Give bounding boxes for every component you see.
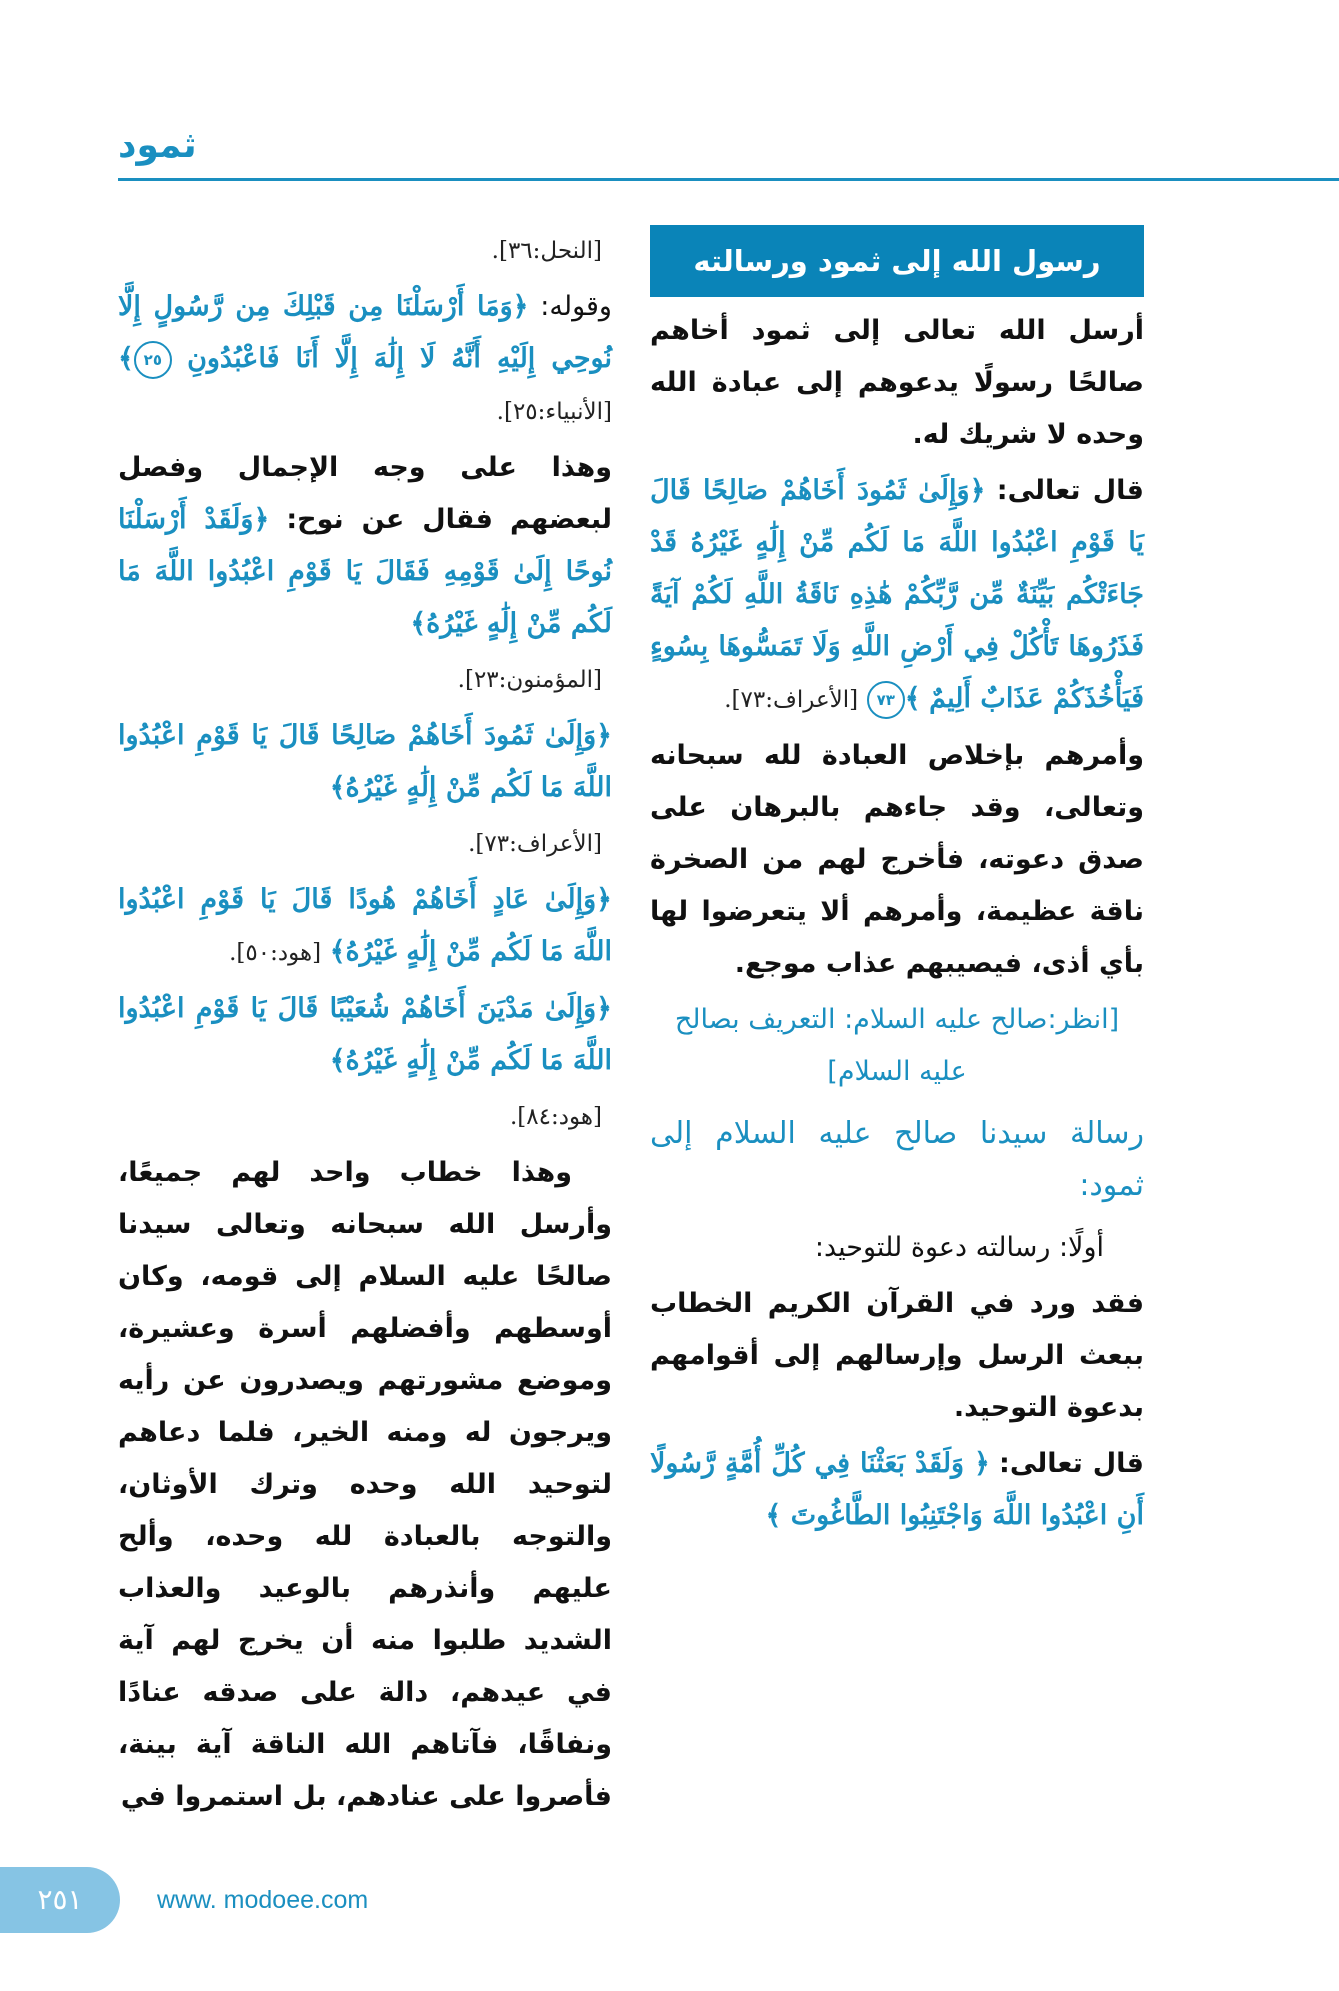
paragraph-tawhid: فقد ورد في القرآن الكريم الخطاب ببعث الرسل وإرسالهم إلى أقوامهم بدعوة التوحيد. [650,1288,1144,1423]
quote-intro: وقوله: [540,291,612,322]
quote-block-araf [650,465,1144,726]
intro-paragraph: أرسل الله تعالى إلى ثمود أخاهم صالحًا رسولًا يدعوهم إلى عبادة الله وحده لا شريك له. [650,315,1144,450]
paragraph-intro: وهذا على وجه الإجمال وفصل لبعضهم [118,452,612,535]
see-also-link[interactable]: [انظر:صالح عليه السلام: التعريف بصالح عليه السلام] [674,1004,1120,1087]
quote-block-anbiya [118,281,612,438]
quote-block-nuh [118,442,612,650]
right-column [650,225,1144,1827]
quran-verse: ﴿وَمَا أَرْسَلْنَا مِن قَبْلِكَ مِن رَّسُولٍ إِلَّا نُوحِي إِلَيْهِ أَنَّهُ لَا إِلَٰهَ إِلَّا أَنَا فَاعْبُدُونِ [118,291,612,374]
quran-verse-thamud: ﴿وَإِلَىٰ ثَمُودَ أَخَاهُمْ صَالِحًا قَالَ يَا قَوْمِ اعْبُدُوا اللَّهَ مَا لَكُم مِّنْ إِلَٰهٍ غَيْرُهُ﴾ [118,720,612,803]
quran-verse: ﴿وَلَقَدْ أَرْسَلْنَا نُوحًا إِلَىٰ قَوْمِهِ فَقَالَ يَا قَوْمِ اعْبُدُوا اللَّهَ مَا لَكُم مِّنْ إِلَٰهٍ غَيْرُهُ﴾ [118,504,612,639]
ayah-number-marker: ٧٣ [867,681,905,719]
verse-close-bracket: ﴾ [118,343,134,374]
verse-reference: [الأعراف:٧٣]. [724,687,859,713]
two-column-body [0,181,1339,1827]
verse-reference: [هود:٥٠]. [229,940,322,966]
quote-intro: قال تعالى: [996,475,1144,506]
quote-block-nahl [650,1438,1144,1542]
quran-verse-madyan: ﴿وَإِلَىٰ مَدْيَنَ أَخَاهُمْ شُعَيْبًا قَالَ يَا قَوْمِ اعْبُدُوا اللَّهَ مَا لَكُم مِّنْ إِلَٰهٍ غَيْرُهُ﴾ [118,993,612,1076]
subheading: رسالة سيدنا صالح عليه السلام إلى ثمود: [650,1116,1144,1203]
verse-reference: [الأعراف:٧٣]. [468,831,602,857]
point-heading: أولًا: رسالته دعوة للتوحيد: [814,1232,1104,1263]
verse-reference: [الأنبياء:٢٥]. [496,399,612,425]
running-header [0,0,1339,174]
nuh-intro: فقال عن نوح: [286,504,493,535]
verse-close-bracket: ﴾ [904,683,921,714]
ayah-number-marker: ٢٥ [134,341,172,379]
quote-intro: قال تعالى: [999,1448,1144,1479]
verse-reference: [هود:٨٤]. [510,1104,602,1130]
quran-verse: ﴿وَإِلَىٰ ثَمُودَ أَخَاهُمْ صَالِحًا قَالَ يَا قَوْمِ اعْبُدُوا اللَّهَ مَا لَكُم مِّنْ إِلَٰهٍ غَيْرُهُ قَدْ جَاءَتْكُم بَيِّنَةٌ مِّن رَّبِّكُمْ هَٰذِهِ نَاقَةُ اللَّهِ لَكُمْ آيَةً فَذَرُوهَا تَأْكُلْ فِي أَرْضِ اللَّهِ وَلَا تَمَسُّوهَا بِسُوءٍ فَيَأْخُذَكُمْ عَذَابٌ أَلِيمٌ [650,475,1144,714]
verse-reference: [المؤمنون:٢٣]. [457,667,602,693]
quote-block-ad [118,874,612,979]
running-header-title: ثمود [118,125,197,166]
page-footer [0,1867,1339,1933]
website-link[interactable]: www. modoee.com [157,1886,369,1914]
quran-verse: ﴿ وَلَقَدْ بَعَثْنَا فِي كُلِّ أُمَّةٍ رَّسُولًا أَنِ اعْبُدُوا اللَّهَ وَاجْتَنِبُوا الطَّاغُوتَ ﴾ [650,1448,1144,1531]
section-heading: رسول الله إلى ثمود ورسالته [650,225,1144,297]
paragraph-miracle: وأمرهم بإخلاص العبادة لله سبحانه وتعالى، وقد جاءهم بالبرهان على صدق دعوته، فأخرج لهم من الصخرة ناقة عظيمة، وأمرهم ألا يتعرضوا لها بأي أذى، فيصيبهم عذاب موجع. [650,740,1144,979]
main-paragraph: وهذا خطاب واحد لهم جميعًا، وأرسل الله سبحانه وتعالى سيدنا صالحًا عليه السلام إلى قومه، وكان أوسطهم وأفضلهم أسرة وعشيرة، وموضع مشورتهم ويصدرون عن رأيه ويرجون له ومنه الخير، فلما دعاهم لتوحيد الله وحده وترك الأوثان، والتوجه بالعبادة لله وحده، وألح عليهم وأنذرهم بالوعيد والعذاب الشديد طلبوا منه أن يخرج لهم آية في عيدهم، دالة على صدقه عنادًا ونفاقًا، فآتاهم الله الناقة آية بينة، فأصروا على عنادهم، بل استمروا في [118,1157,612,1812]
left-column [118,225,612,1827]
quran-verse: ﴿وَإِلَىٰ عَادٍ أَخَاهُمْ هُودًا قَالَ يَا قَوْمِ اعْبُدُوا اللَّهَ مَا لَكُم مِّنْ إِلَٰهٍ غَيْرُهُ﴾ [118,884,612,967]
page-number: ٢٥١ [0,1867,120,1933]
verse-reference: [النحل:٣٦]. [491,238,602,264]
